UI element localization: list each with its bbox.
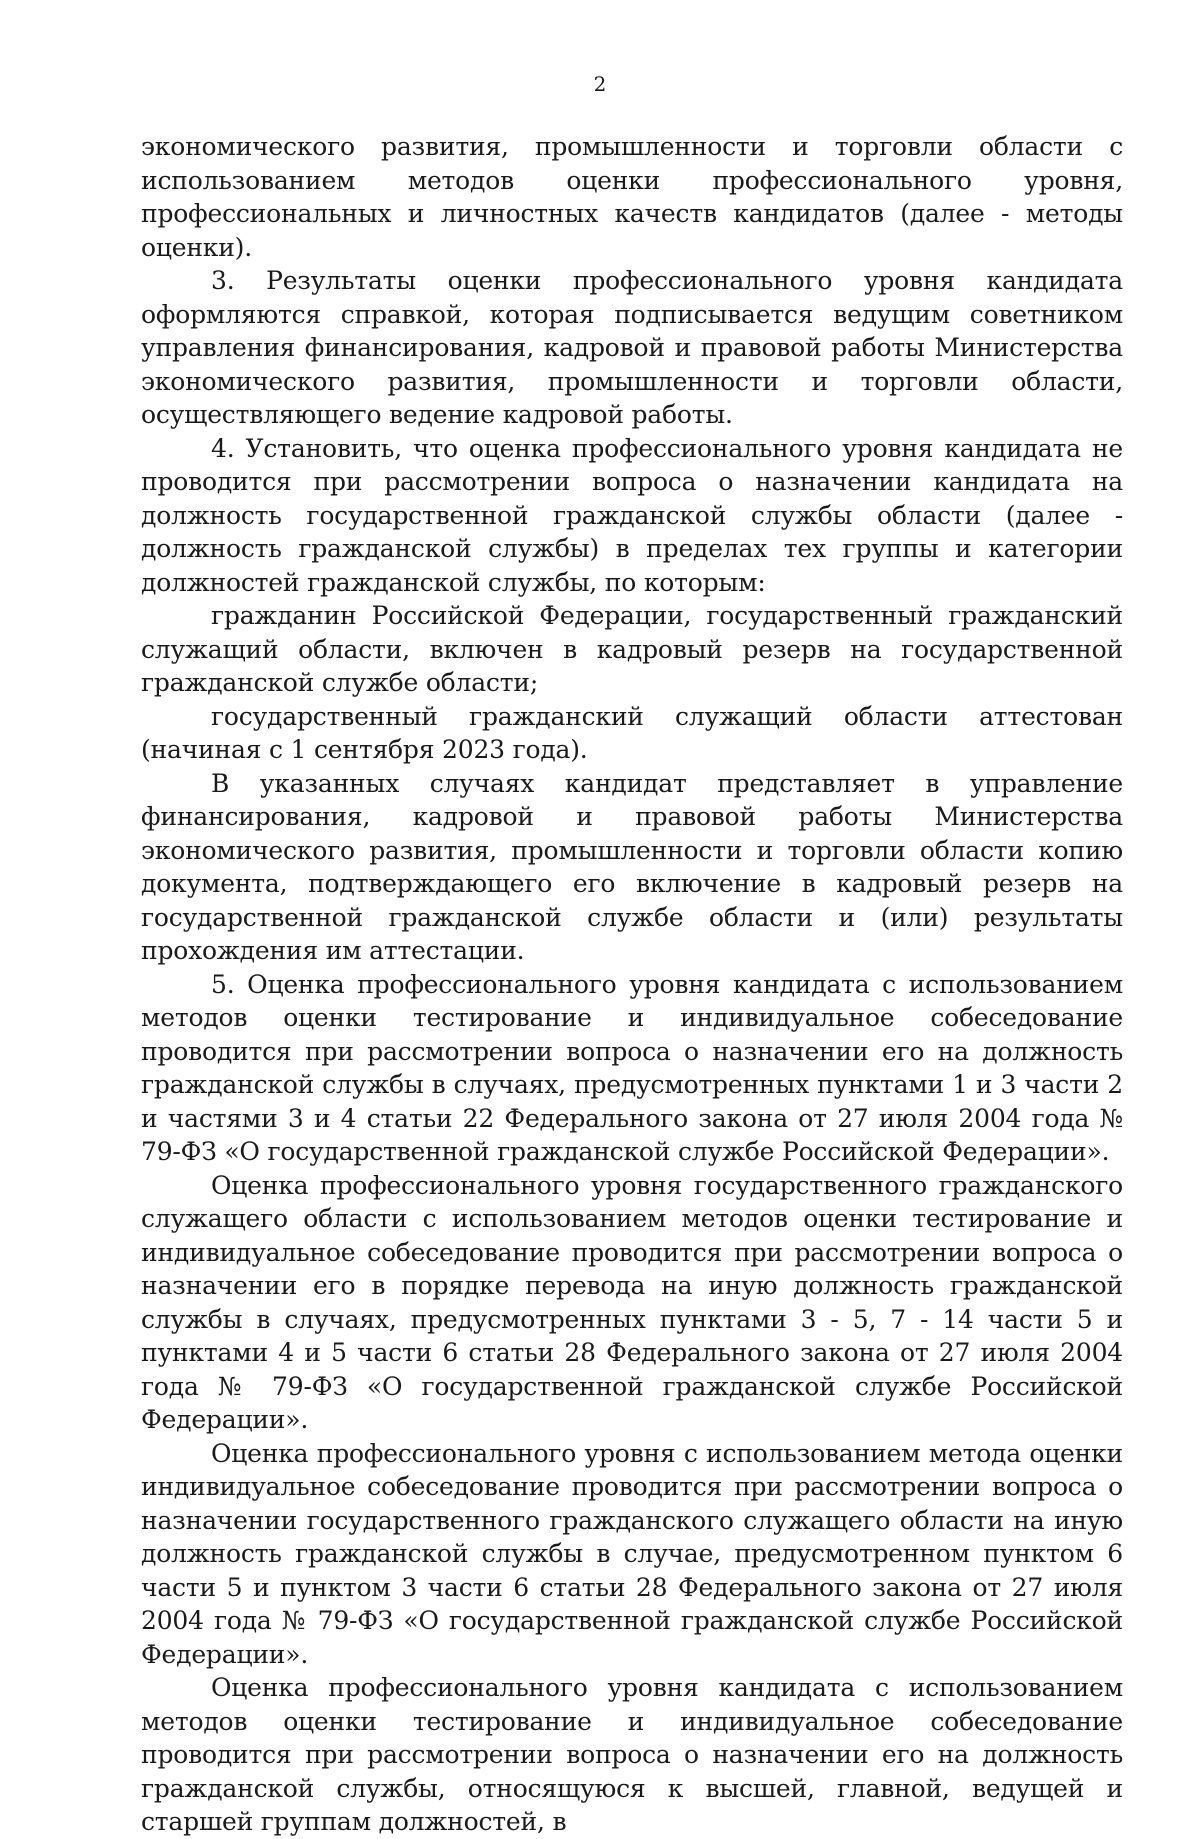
paragraph-group-assessment: Оценка профессионального уровня кандидата с использованием методов оценки тестирование и индивидуальное собеседование проводится при рассмотрении вопроса о назначении его на должность гражданской службы, относящуюся к высшей, главной, ведущей и старшей группам должностей, в bbox=[141, 1673, 1123, 1836]
paragraph-item-3: 3. Результаты оценки профессионального уровня кандидата оформляются справкой, которая подписывается ведущим советником управления финансирования, кадровой и правовой работы Министерства экономического развития, промышленности и торговли области, осуществляющего ведение кадровой работы. bbox=[141, 266, 1123, 429]
paragraph-continuation: экономического развития, промышленности и торговли области с использованием методов оценки профессионального уровня, профессиональных и личностных качеств кандидатов (далее - методы оценки). bbox=[141, 132, 1123, 262]
paragraph-interview-assessment: Оценка профессионального уровня с использованием метода оценки индивидуальное собеседование проводится при рассмотрении вопроса о назначении государственного гражданского служащего области на иную должность гражданской службы в случае, предусмотренном пунктом 6 части 5 и пунктом 3 части 6 статьи 28 Федерального закона от 27 июля 2004 года № 79-ФЗ «О государственной гражданской службе Российской Федерации». bbox=[141, 1438, 1123, 1669]
paragraph-item-5: 5. Оценка профессионального уровня кандидата с использованием методов оценки тестирование и индивидуальное собеседование проводится при рассмотрении вопроса о назначении его на должность гражданской службы в случаях, предусмотренных пунктами 1 и 3 части 2 и частями 3 и 4 статьи 22 Федерального закона от 27 июля 2004 года № 79-ФЗ «О государственной гражданской службе Российской Федерации». bbox=[141, 969, 1123, 1166]
page-number: 2 bbox=[593, 72, 607, 96]
document-body bbox=[141, 130, 1123, 1839]
paragraph-condition-reserve: гражданин Российской Федерации, государственный гражданский служащий области, включен в кадровый резерв на государственной гражданской службе области; bbox=[141, 601, 1123, 697]
paragraph-item-4: 4. Установить, что оценка профессионального уровня кандидата не проводится при рассмотрении вопроса о назначении кандидата на должность государственной гражданской службы области (далее - должность гражданской службы) в пределах тех группы и категории должностей гражданской службы, по которым: bbox=[141, 433, 1123, 597]
paragraph-transfer-assessment: Оценка профессионального уровня государственного гражданского служащего области с использованием методов оценки тестирование и индивидуальное собеседование проводится при рассмотрении вопроса о назначении его в порядке перевода на иную должность гражданской службы в случаях, предусмотренных пунктами 3 - 5, 7 - 14 части 5 и пунктами 4 и 5 части 6 статьи 28 Федерального закона от 27 июля 2004 года № 79-ФЗ «О государственной гражданской службе Российской Федерации». bbox=[141, 1170, 1123, 1434]
paragraph-condition-attested: государственный гражданский служащий области аттестован (начиная с 1 сентября 2023 года). bbox=[141, 701, 1123, 764]
paragraph-documents: В указанных случаях кандидат представляет в управление финансирования, кадровой и правовой работы Министерства экономического развития, промышленности и торговли области копию документа, подтверждающего его включение в кадровый резерв на государственной гражданской службе области и (или) результаты прохождения им аттестации. bbox=[141, 768, 1123, 965]
